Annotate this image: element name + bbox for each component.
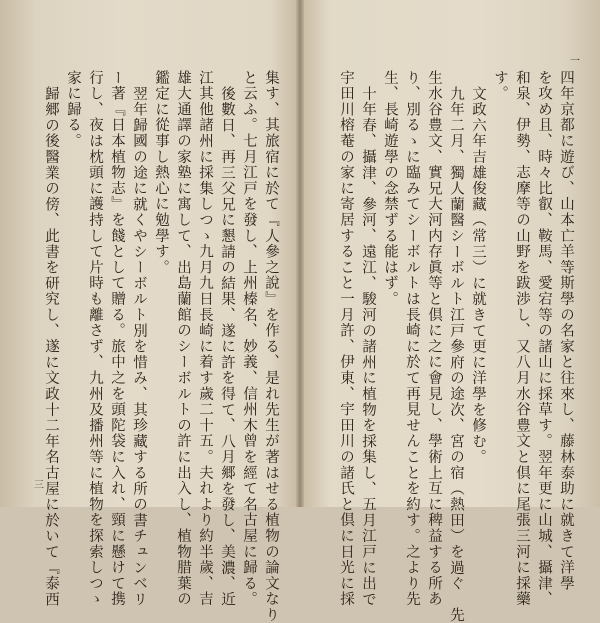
text-line: 歸郷の後醫業の傍、此書を研究し、遂に文政十二年名古屋に於いて『泰西 <box>43 86 59 608</box>
text-line: 行し、夜は枕頭に護持して片時も離さず、九州及播州等に植物を探索しつゝ <box>87 70 103 608</box>
text-line: 江其他諸州に採集しつゝ九月九日長崎に着す歲二十五。夫れより約半歲、吉 <box>197 70 213 608</box>
text-line: を攻め且、時々比叡、鞍馬、愛宕等の諸山に採草す。翌年更に山城、攝津、 <box>536 70 552 608</box>
text-line: り、別るゝに臨みてシーボルトは長崎に於て再見せんことを約す。之より先 <box>404 70 420 608</box>
text-line: 和泉、伊勢、志摩等の山野を跋渉し、又八月水谷豊文と倶に尾張三河に採藥 <box>514 70 530 608</box>
text-line: 家に歸る。 <box>65 70 81 149</box>
text-line: 文政六年吉雄俊藏（常三）に就きて更に洋學を修む。 <box>470 86 486 466</box>
text-line: 四年京都に遊び、山本亡羊等斯學の名家と往來し、藤林泰助に就きて洋學 <box>558 70 574 592</box>
text-line: 九年二月、獨人蘭醫シーボルト江戸參府の途次、宮の宿（熱田）を過ぐ 先 <box>448 86 464 623</box>
left-page <box>0 0 298 623</box>
text-line: ー著『日本植物志』を餞として贈る。旅中之を頭陀袋に入れ、頸に懸けて携 <box>109 70 125 608</box>
text-line: す。 <box>492 70 508 102</box>
text-line: 生、長崎遊學の念禁ずる能はず。 <box>382 70 398 307</box>
text-line: 翌年歸國の途に就くやシーボルト別を惜み、其珍藏する所の書チュンベリ <box>131 86 147 608</box>
text-line: 宇田川榕菴の家に寄居すること一月許、伊東、宇田川の諸氏と倶に日光に採 <box>338 70 354 608</box>
text-line: 生水谷豊文、實兄大河内存眞等と倶に之に會見し、學術上互に稗益する所あ <box>426 70 442 608</box>
text-line: 鑑定に從事し熱心に勉學す。 <box>153 70 169 276</box>
page-number: 一 <box>570 56 580 67</box>
text-line: 集す、其旅宿に於て『人參之說』を作る、是れ先生が著はせる植物の論文なり <box>263 70 279 623</box>
text-line: 雄大通譯の家塾に寓して、出島蘭館のシーボルトの許に出入し、植物腊葉の <box>175 70 191 608</box>
text-line: 十年春、攝津、參河、遠江、駿河の諸州に植物を採集し、五月江戸に出で <box>360 86 376 608</box>
right-page <box>302 0 600 623</box>
text-line: 後數日、再三父兄に懇請の結果、遂に許を得て、八月郷を發し、美濃、近 <box>219 86 235 608</box>
page-number: 三 <box>34 480 44 491</box>
text-line: と云ふ。七月江戸を發し、上州榛名、妙義、信州木曾を經て名古屋に歸る。 <box>241 70 257 608</box>
